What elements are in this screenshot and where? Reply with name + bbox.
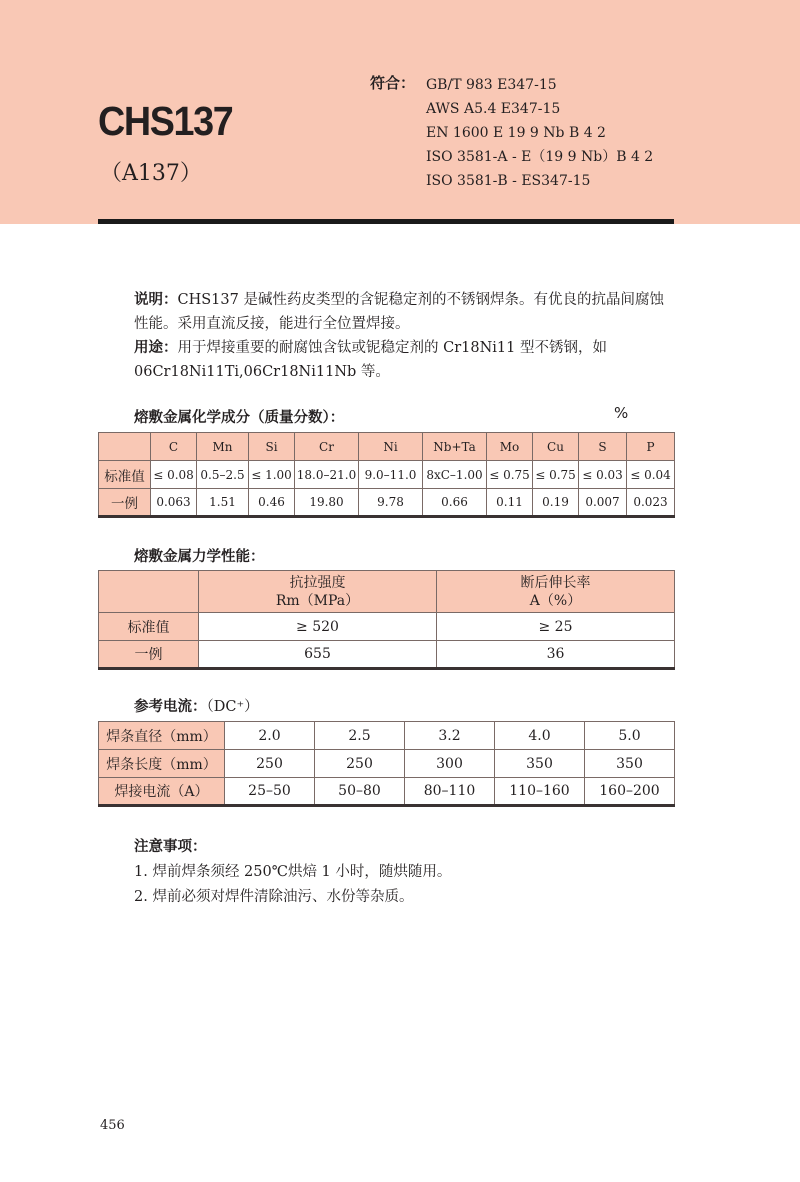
table-cell: ≤ 0.03: [579, 461, 627, 489]
page-number: 456: [100, 1118, 125, 1133]
standard-item: AWS A5.4 E347-15: [426, 101, 561, 117]
row-label: 一例: [99, 489, 151, 517]
table-row: [99, 750, 675, 778]
table-cell: 50–80: [315, 778, 405, 806]
table-cell: 80–110: [405, 778, 495, 806]
current-title-text: 参考电流：: [134, 699, 207, 715]
header-cell: Mo: [487, 433, 533, 461]
product-title: CHS137: [98, 98, 233, 144]
current-table: [98, 721, 675, 807]
notes-section: [134, 835, 451, 910]
header-cell: [437, 571, 675, 613]
standard-item: EN 1600 E 19 9 Nb B 4 2: [426, 125, 606, 141]
table-cell: 36: [437, 641, 675, 669]
table-cell: ≤ 0.75: [533, 461, 579, 489]
notes-title: 注意事项：: [134, 839, 207, 855]
table-cell: 655: [199, 641, 437, 669]
table-cell: 0.063: [151, 489, 197, 517]
table-cell: 0.11: [487, 489, 533, 517]
table-row: [99, 641, 675, 669]
header-cell: S: [579, 433, 627, 461]
header-cell: Cr: [295, 433, 359, 461]
mechanical-title: 熔敷金属力学性能：: [134, 549, 265, 565]
table-cell: 110–160: [495, 778, 585, 806]
standard-item: ISO 3581-B - ES347-15: [426, 173, 591, 189]
chemical-unit: %: [614, 404, 629, 422]
table-cell: 25–50: [225, 778, 315, 806]
usage-text: 用于焊接重要的耐腐蚀含钛或铌稳定剂的 Cr18Ni11 型不锈钢，如 06Cr18Ni11Ti,06Cr18Ni11Nb 等。: [134, 340, 607, 380]
standard-item: GB/T 983 E347-15: [426, 77, 557, 93]
table-cell: 0.007: [579, 489, 627, 517]
description-label: 说明：: [134, 292, 178, 308]
note-item: 2. 焊前必须对焊件清除油污、水份等杂质。: [134, 889, 414, 905]
table-cell: 250: [315, 750, 405, 778]
table-row: [99, 489, 675, 517]
table-cell: 9.78: [359, 489, 423, 517]
table-cell: 3.2: [405, 722, 495, 750]
table-cell: 1.51: [197, 489, 249, 517]
table-cell: ≤ 0.04: [627, 461, 675, 489]
table-header-row: [99, 433, 675, 461]
description-paragraph: [134, 288, 674, 336]
table-row: [99, 461, 675, 489]
table-header-row: [99, 571, 675, 613]
current-title-note: （DC⁺）: [206, 699, 259, 715]
table-cell: ≤ 0.08: [151, 461, 197, 489]
table-cell: 8xC–1.00: [423, 461, 487, 489]
row-label: 标准值: [99, 461, 151, 489]
mechanical-table: [98, 570, 675, 670]
table-cell: 5.0: [585, 722, 675, 750]
header-cell: Mn: [197, 433, 249, 461]
table-cell: 18.0–21.0: [295, 461, 359, 489]
table-cell: 250: [225, 750, 315, 778]
usage-label: 用途：: [134, 340, 178, 356]
table-cell: 300: [405, 750, 495, 778]
table-cell: 0.19: [533, 489, 579, 517]
table-cell: 4.0: [495, 722, 585, 750]
table-cell: 350: [585, 750, 675, 778]
header-rule: [98, 219, 674, 224]
product-subtitle: （A137）: [100, 161, 202, 186]
header-cell: Ni: [359, 433, 423, 461]
table-cell: ≤ 1.00: [249, 461, 295, 489]
header-unit: Rm（MPa）: [275, 592, 360, 609]
row-label: 焊条直径（mm）: [99, 722, 225, 750]
row-label: 焊接电流（A）: [99, 778, 225, 806]
row-label: 一例: [99, 641, 199, 669]
table-cell: 9.0–11.0: [359, 461, 423, 489]
standards-list: [426, 73, 653, 193]
table-cell: ≤ 0.75: [487, 461, 533, 489]
table-cell: 350: [495, 750, 585, 778]
header-unit: A（%）: [529, 592, 582, 609]
header-name: 断后伸长率: [520, 574, 591, 591]
table-cell: 0.66: [423, 489, 487, 517]
standards-label: 符合：: [370, 74, 416, 92]
header-cell: Si: [249, 433, 295, 461]
table-cell: 19.80: [295, 489, 359, 517]
chemical-table: [98, 432, 675, 518]
note-item: 1. 焊前焊条须经 250℃烘焙 1 小时，随烘随用。: [134, 864, 452, 880]
header-cell: P: [627, 433, 675, 461]
table-row: [99, 778, 675, 806]
header-name: 抗拉强度: [289, 574, 346, 591]
description-text: CHS137 是碱性药皮类型的含铌稳定剂的不锈钢焊条。有优良的抗晶间腐蚀性能。采用直流反接，能进行全位置焊接。: [134, 292, 664, 332]
table-cell: 2.0: [225, 722, 315, 750]
header-cell: [99, 433, 151, 461]
table-cell: 0.023: [627, 489, 675, 517]
header-cell: Cu: [533, 433, 579, 461]
table-row: [99, 613, 675, 641]
chemical-title: 熔敷金属化学成分（质量分数）：: [134, 410, 345, 426]
table-cell: ≥ 25: [437, 613, 675, 641]
standard-item: ISO 3581-A - E（19 9 Nb）B 4 2: [426, 149, 654, 165]
current-title: [134, 695, 259, 716]
header-cell: [199, 571, 437, 613]
header-cell: C: [151, 433, 197, 461]
table-cell: ≥ 520: [199, 613, 437, 641]
header-cell: Nb+Ta: [423, 433, 487, 461]
row-label: 标准值: [99, 613, 199, 641]
table-cell: 0.46: [249, 489, 295, 517]
table-cell: 2.5: [315, 722, 405, 750]
table-cell: 160–200: [585, 778, 675, 806]
table-row: [99, 722, 675, 750]
usage-paragraph: [134, 336, 674, 384]
row-label: 焊条长度（mm）: [99, 750, 225, 778]
header-cell: [99, 571, 199, 613]
table-cell: 0.5–2.5: [197, 461, 249, 489]
